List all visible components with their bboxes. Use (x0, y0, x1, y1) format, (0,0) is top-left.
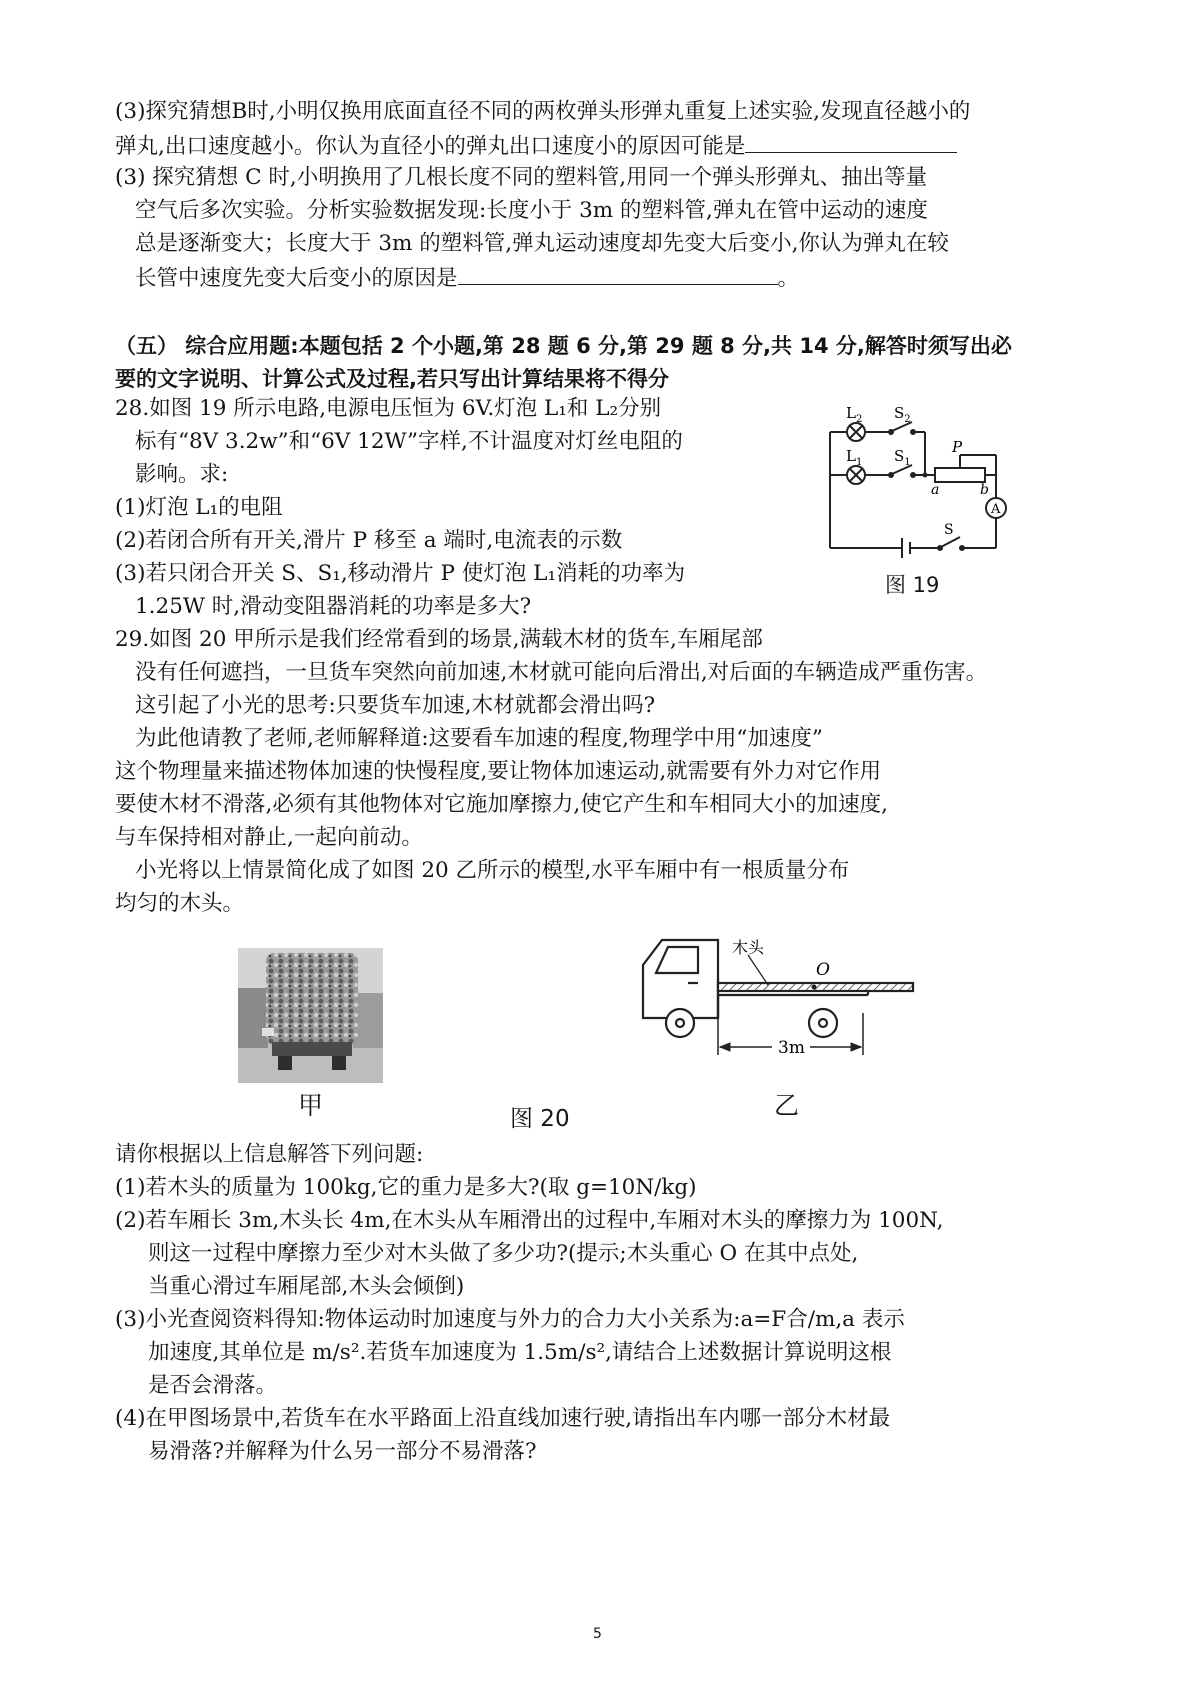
figure-20-caption: 图 20 (510, 1106, 570, 1132)
q29-sub2-line1: (2)若车厢长 3m,木头长 4m,在木头从车厢滑出的过程中,车厢对木头的摩擦力为 100N, (115, 1208, 944, 1233)
q27-part3c-line4 (135, 262, 799, 294)
q27-part3c-line4-text: 长管中速度先变大后变小的原因是 (135, 266, 458, 291)
q27-part3b-line1: (3)探究猜想B时,小明仅换用底面直径不同的两枚弹头形弹丸重复上述实验,发现直径越小的 (115, 99, 971, 124)
q28-sub3-line2: 1.25W 时,滑动变阻器消耗的功率是多大? (135, 594, 532, 619)
q27-part3c-line1: (3) 探究猜想 C 时,小明换用了几根长度不同的塑料管,用同一个弹头形弹丸、抽出等量 (115, 165, 928, 190)
q29-line2: 没有任何遮挡，一旦货车突然向前加速,木材就可能向后滑出,对后面的车辆造成严重伤害。 (135, 660, 988, 685)
truck-photo (238, 948, 383, 1083)
q27-part3c-end: 。 (777, 266, 800, 291)
q27-part3c-line3: 总是逐渐变大；长度大于 3m 的塑料管,弹丸运动速度却先变大后变小,你认为弹丸在较 (135, 231, 949, 256)
q29-line9: 均匀的木头。 (115, 891, 245, 916)
label-a: a (931, 482, 940, 498)
q29-sub2-line2: 则这一过程中摩擦力至少对木头做了多少功?(提示;木头重心 O 在其中点处, (148, 1241, 859, 1266)
ammeter-label: A (991, 502, 1001, 517)
answer-blank[interactable] (458, 262, 778, 285)
q29-line7: 与车保持相对静止,一起向前动。 (115, 825, 423, 850)
q27-part3b-line2-text: 弹丸,出口速度越小。你认为直径小的弹丸出口速度小的原因可能是 (115, 134, 746, 159)
wood-label: 木头 (732, 938, 765, 957)
section5-heading-line2: 要的文字说明、计算公式及过程,若只写出计算结果将不得分 (115, 367, 669, 391)
q28-sub1: (1)灯泡 L₁的电阻 (115, 495, 283, 520)
q29-prompt: 请你根据以上信息解答下列问题: (115, 1142, 424, 1167)
label-L2: $L_2$ (846, 404, 863, 425)
label-S: S (944, 522, 954, 538)
q29-sub1: (1)若木头的质量为 100kg,它的重力是多大?(取 g=10N/kg) (115, 1175, 697, 1200)
answer-blank[interactable] (745, 130, 957, 153)
q29-line1: 29.如图 20 甲所示是我们经常看到的场景,满载木材的货车,车厢尾部 (115, 627, 763, 652)
q29-sub3-line1: (3)小光查阅资料得知:物体运动时加速度与外力的合力大小关系为:a=F合/m,a 表示 (115, 1307, 905, 1332)
figure-19-caption: 图 19 (885, 573, 940, 597)
q29-sub3-line3: 是否会滑落。 (148, 1373, 278, 1398)
label-P: P (952, 438, 963, 456)
q27-part3b-line2 (115, 130, 957, 162)
q29-sub2-line3: 当重心滑过车厢尾部,木头会倾倒) (148, 1274, 465, 1299)
section5-heading-line1: （五） 综合应用题:本题包括 2 个小题,第 28 题 6 分,第 29 题 8 分,共 14 分,解答时须写出必 (115, 334, 1012, 358)
page-number: 5 (593, 1626, 602, 1642)
label-L1: $L_1$ (846, 447, 863, 468)
q29-line8: 小光将以上情景简化成了如图 20 乙所示的模型,水平车厢中有一根质量分布 (135, 858, 850, 883)
q29-line4: 为此他请教了老师,老师解释道:这要看车加速的程度,物理学中用“加速度” (135, 726, 823, 751)
q28-sub3-line1: (3)若只闭合开关 S、S₁,移动滑片 P 使灯泡 L₁消耗的功率为 (115, 561, 686, 586)
q29-sub4-line1: (4)在甲图场景中,若货车在水平路面上沿直线加速行驶,请指出车内哪一部分木材最 (115, 1406, 891, 1431)
label-S1: $S_1$ (894, 447, 911, 468)
q28-line1: 28.如图 19 所示电路,电源电压恒为 6V.灯泡 L₁和 L₂分别 (115, 396, 662, 421)
truck-model-diagram (640, 935, 930, 1070)
figure-20-jia-label: 甲 (298, 1091, 324, 1120)
q29-sub4-line2: 易滑落?并解释为什么另一部分不易滑落? (148, 1439, 537, 1464)
q28-sub2: (2)若闭合所有开关,滑片 P 移至 a 端时,电流表的示数 (115, 528, 623, 553)
figure-20-yi-label: 乙 (774, 1091, 800, 1120)
length-label: 3m (778, 1038, 805, 1058)
q28-line2: 标有“8V 3.2w”和“6V 12W”字样,不计温度对灯丝电阻的 (135, 429, 683, 454)
q29-line5: 这个物理量来描述物体加速的快慢程度,要让物体加速运动,就需要有外力对它作用 (115, 759, 882, 784)
q27-part3c-line2: 空气后多次实验。分析实验数据发现:长度小于 3m 的塑料管,弹丸在管中运动的速度 (135, 198, 928, 223)
q29-line3: 这引起了小光的思考:只要货车加速,木材就都会滑出吗? (135, 693, 656, 718)
q29-sub3-line2: 加速度,其单位是 m/s².若货车加速度为 1.5m/s²,请结合上述数据计算说明这根 (148, 1340, 892, 1365)
label-S2: $S_2$ (894, 404, 911, 425)
label-b: b (980, 482, 989, 498)
q28-line3: 影响。求: (135, 462, 229, 487)
center-of-gravity-label: O (816, 960, 830, 980)
q29-line6: 要使木材不滑落,必须有其他物体对它施加摩擦力,使它产生和车相同大小的加速度, (115, 792, 889, 817)
